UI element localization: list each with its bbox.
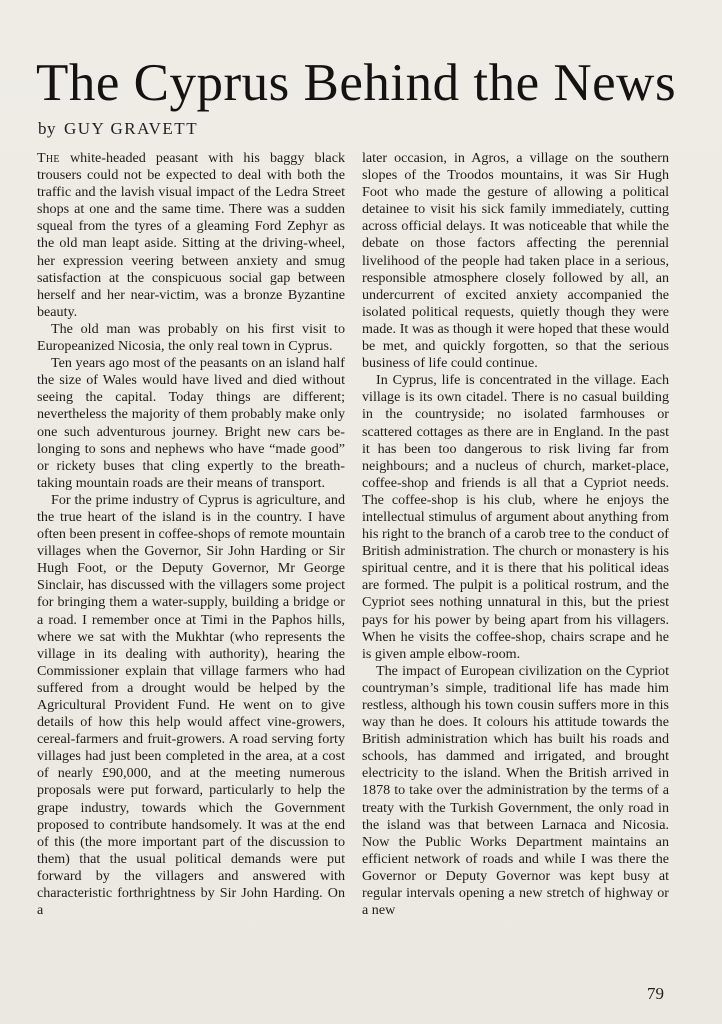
byline-prefix: by: [38, 119, 56, 138]
paragraph: The impact of European civilization on the Cypriot countryman’s simple, traditional life has made him restless, although his town cousin suffers more in this way than he does. It colours his attitude towards the British administration which has built his roads and schools, has dammed and irrigated, and brought electricity to the island. When the British arrived in 1878 to take over the administration by the terms of a treaty with the Turkish Government, the only road in the island was that between Larnaca and Nicosia. Now the Public Works Department maintains an efficient network of roads and while I was there the Governor or Deputy Governor was kept busy at regular intervals opening a new stretch of highway or a new: [362, 662, 669, 919]
drop-lead: The: [37, 150, 60, 166]
page-number: 79: [647, 984, 664, 1003]
paragraph: In Cyprus, life is concentrated in the village. Each village is its own citadel. There is no casual building in the countryside; no isolated farmhouses or scattered cottages as there are in England. In the past it has been too dangerous to risk living far from neighbours; and a nucleus of church, market-place, coffee-shop and friends is all that a Cypriot needs. The coffee-shop is his club, where he enjoys the intellectual stimulus of argument about anything from his right to the branch of a carob tree to the conduct of British administration. The church or monastery is his spiritual centre, and it is there that his political ideas are formed. The pulpit is a political rostrum, and the Cypriot sees nothing unnatural in this, but the priest pays for his power by being apart from his villagers. When he visits the coffee-shop, chairs scrape and he is given ample elbow-room.: [362, 372, 669, 662]
right-column: [362, 150, 669, 976]
paragraph: later occasion, in Agros, a village on the southern slopes of the Troodos mountains, it was Sir Hugh Foot who made the gesture of allowing a political detainee to visit his sick family immediately, cutting across official delays. It was noticeable that while the debate on those factors affecting the perennial livelihood of the people had taken place in a serious, responsible atmosphere closely followed by all, an undercurrent of excited anxiety accompanied the isolated political requests, quietly though they were made. It was as though it were hoped that these would be met, and quickly forgotten, so that the serious business of life could continue.: [362, 150, 669, 372]
byline: [38, 118, 198, 140]
paragraph-text: white-headed peasant with his baggy black trousers could not be expected to deal with both the traffic and the lavish visual impact of the Ledra Street shops at one and the same time. There was a sudden squeal from the tyres of a gleaming Ford Zephyr as the old man leapt aside. Sitting at the driving-wheel, her expression veering between anxiety and smug satisfaction at the conspicuous social gap between herself and her near-victim, was a bronze Byzantine beauty.: [37, 150, 345, 320]
paragraph: Ten years ago most of the peasants on an island half the size of Wales would have lived and died without seeing the capital. Today things are different; nevertheless the majority of them probably make only one such adventurous journey. Bright new cars belonging to sons and nephews who have “made good” or rickety buses that cling expertly to the breath-taking mountain roads are their means of transport.: [37, 355, 345, 491]
author-name: GUY GRAVETT: [64, 119, 199, 138]
paragraph: [37, 150, 345, 321]
paragraph: The old man was probably on his first visit to Europeanized Nicosia, the only real town in Cyprus.: [37, 320, 345, 355]
paragraph: For the prime industry of Cyprus is agriculture, and the true heart of the island is in the country. I have often been present in coffee-shops of remote mountain villages when the Governor, Sir John Harding or Sir Hugh Foot, or the Deputy Governor, Mr George Sinclair, has discussed with the villagers some project for bringing them a water-supply, building a bridge or a road. I remember once at Timi in the Paphos hills, where we sat with the Mukhtar (who represents the village in its dealing with authority), hearing the Commissioner explain that village farmers who had suffered from a drought would be helped by the Agricultural Provident Fund. He went on to give details of how this help would affect vine-growers, cereal-farmers and fruit-growers. A road serving forty villages had just been completed in the area, at a cost of nearly £90,000, and at the meeting numerous proposals were put forward, particularly to help the grape industry, towards which the Government proposed to contribute handsomely. It was at the end of this (the more important part of the discussion to them) that the usual political demands were put forward by the villagers and answered with characteristic forthrightness by Sir John Harding. On a: [37, 491, 345, 919]
article-title: The Cyprus Behind the News: [36, 54, 677, 112]
left-column: [37, 150, 345, 976]
